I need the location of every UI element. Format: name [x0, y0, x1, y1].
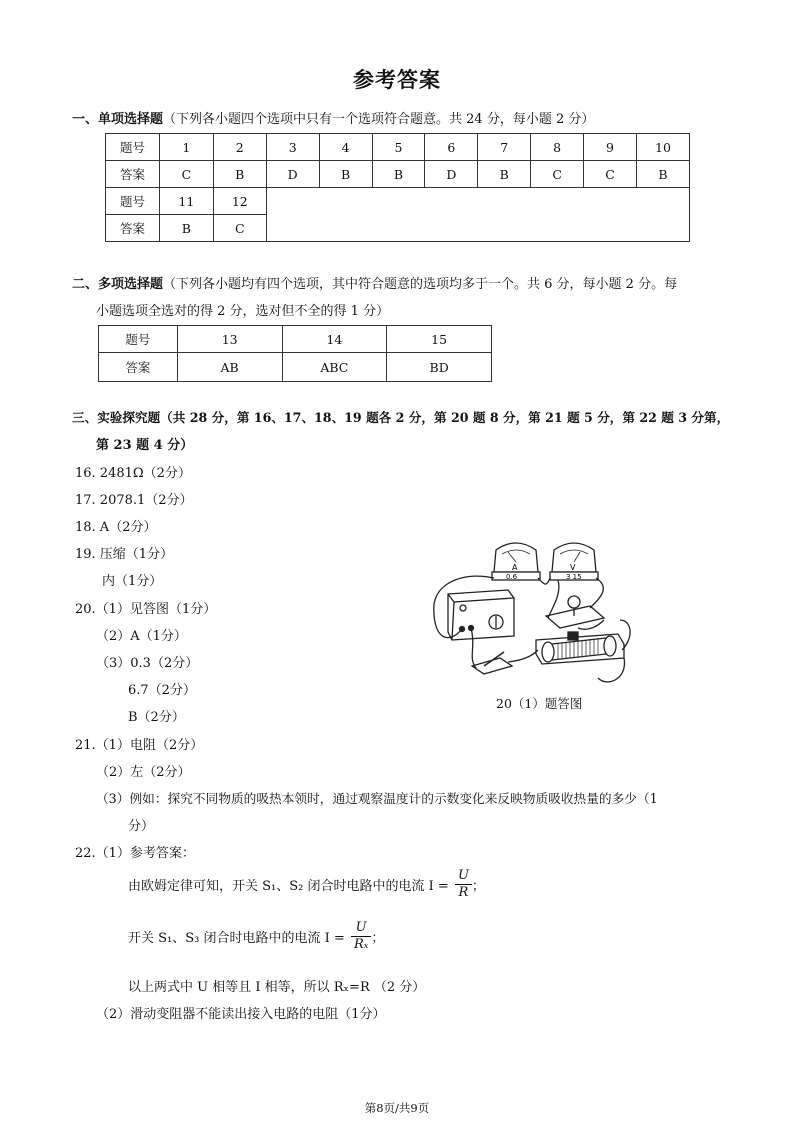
row-label: 答案 [99, 353, 178, 382]
answer-22-line2 [128, 920, 384, 953]
table-multi-choice [98, 325, 492, 382]
switch-icon [472, 652, 512, 674]
question-number: 7 [478, 134, 531, 161]
question-number: 4 [319, 134, 372, 161]
answer-21-3b: 分） [128, 819, 155, 834]
section-1-note: （下列各小题四个选项中只有一个选项符合题意。共 24 分，每小题 2 分） [163, 112, 595, 127]
section-2-note-1: （下列各小题均有四个选项，其中符合题意的选项均多于一个。共 6 分，每小题 2 分。每 [163, 277, 678, 292]
answer-cell: ABC [282, 353, 387, 382]
section-2-note-2: 小题选项全选对的得 2 分，选对但不全的得 1 分） [96, 304, 390, 319]
question-number: 15 [387, 326, 492, 353]
question-number: 6 [425, 134, 478, 161]
answer-cell: BD [387, 353, 492, 382]
answer-21-1: 21.（1）电阻（2分） [75, 738, 204, 753]
answer-22-1: 22.（1）参考答案： [75, 846, 195, 861]
formula-end: ； [471, 879, 485, 894]
fraction-u-over-r [455, 868, 472, 901]
answer-19a: 19. 压缩（1分） [75, 547, 174, 562]
table-row [99, 326, 492, 353]
answer-16: 16. 2481Ω（2分） [75, 466, 191, 481]
answer-19b: 内（1分） [102, 574, 163, 589]
answer-cell: C [159, 161, 213, 188]
page-title: 参考答案 [353, 68, 441, 92]
answer-cell: B [213, 161, 266, 188]
rheostat-icon [536, 632, 624, 664]
answer-20-1: 20.（1）见答图（1分） [75, 602, 217, 617]
table-row [99, 353, 492, 382]
section-1-head: 一、单项选择题 [72, 112, 164, 127]
question-number: 13 [177, 326, 282, 353]
row-label: 答案 [106, 215, 160, 242]
meter-v-label: V [570, 563, 576, 572]
circuit-diagram [428, 528, 638, 696]
question-number: 5 [372, 134, 425, 161]
answer-20-3b: 6.7（2分） [128, 683, 196, 698]
answer-20-3: （3）0.3（2分） [96, 656, 199, 671]
row-label: 题号 [106, 188, 160, 215]
section-2-head: 二、多项选择题 [72, 277, 164, 292]
table-row [106, 134, 690, 161]
question-number: 8 [531, 134, 584, 161]
meter-v-terminal: 3 15 [566, 573, 582, 581]
meter-a-terminal: 0.6 [506, 573, 518, 581]
fraction-denominator: R [458, 885, 469, 900]
answer-17: 17. 2078.1（2分） [75, 493, 193, 508]
answer-22-line1 [128, 868, 485, 901]
answer-cell: B [372, 161, 425, 188]
answer-21-2: （2）左（2分） [96, 765, 191, 780]
formula-text: 开关 S₁、S₃ 闭合时电路中的电流 I = [128, 931, 345, 946]
empty-cell [266, 188, 689, 242]
answer-cell: D [266, 161, 319, 188]
answer-cell: C [531, 161, 584, 188]
question-number: 9 [584, 134, 637, 161]
fraction-numerator: U [351, 920, 371, 937]
answer-20-3c: B（2分） [128, 710, 185, 725]
formula-text: 由欧姆定律可知，开关 S₁、S₂ 闭合时电路中的电流 I = [128, 879, 449, 894]
question-number: 1 [159, 134, 213, 161]
figure-caption: 20（1）题答图 [496, 696, 583, 711]
bulb-icon [546, 596, 604, 628]
answer-cell: D [425, 161, 478, 188]
formula-end: ； [371, 931, 385, 946]
section-3-head-2: 第 23 题 4 分） [96, 438, 194, 453]
fraction-numerator: U [455, 868, 472, 885]
question-number: 2 [213, 134, 266, 161]
page-footer: 第8页/共9页 [364, 1101, 430, 1115]
table-row [106, 161, 690, 188]
section-1-heading [72, 108, 594, 127]
section-2-heading [72, 273, 677, 292]
row-label: 题号 [106, 134, 160, 161]
answer-21-3a: （3）例如：探究不同物质的吸热本领时，通过观察温度计的示数变化来反映物质吸收热量的多少（1 [96, 791, 658, 806]
fraction-u-over-rx [351, 920, 371, 953]
question-number: 11 [159, 188, 213, 215]
section-3-head-1: 三、实验探究题（共 28 分，第 16、17、18、19 题各 2 分，第 20 题 8 分，第 21 题 5 分，第 22 题 3 分第， [72, 410, 730, 425]
table-single-choice [105, 133, 690, 242]
answer-cell: B [636, 161, 689, 188]
answer-cell: C [213, 215, 266, 242]
question-number: 12 [213, 188, 266, 215]
row-label: 题号 [99, 326, 178, 353]
question-number: 14 [282, 326, 387, 353]
table-row [106, 188, 690, 215]
row-label: 答案 [106, 161, 160, 188]
answer-cell: AB [177, 353, 282, 382]
meter-a-label: A [512, 563, 518, 572]
question-number: 3 [266, 134, 319, 161]
answer-cell: C [584, 161, 637, 188]
answer-22-line3: 以上两式中 U 相等且 I 相等，所以 Rₓ=R （2 分） [128, 980, 426, 995]
answer-cell: B [478, 161, 531, 188]
answer-cell: B [159, 215, 213, 242]
answer-22-2: （2）滑动变阻器不能读出接入电路的电阻（1分） [96, 1007, 386, 1022]
answer-18: 18. A（2分） [75, 520, 157, 535]
fraction-denominator: Rₓ [353, 937, 369, 952]
answer-20-2: （2）A（1分） [96, 629, 187, 644]
answer-cell: B [319, 161, 372, 188]
question-number: 10 [636, 134, 689, 161]
